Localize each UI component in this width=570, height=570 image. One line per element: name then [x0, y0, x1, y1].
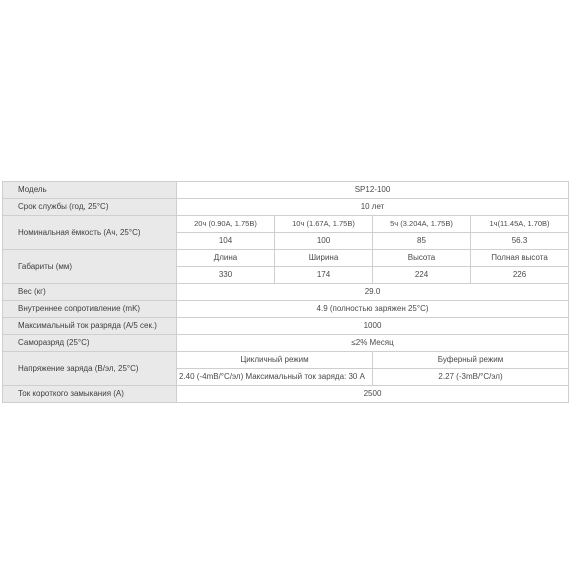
row-weight — [3, 284, 569, 301]
capacity-value-5h: 85 — [373, 233, 471, 250]
capacity-value-1h: 56.3 — [471, 233, 569, 250]
internal-resistance-label: Внутреннее сопротивление (mK) — [3, 301, 177, 318]
max-discharge-value: 1000 — [177, 318, 569, 335]
row-model — [3, 182, 569, 199]
weight-value: 29.0 — [177, 284, 569, 301]
internal-resistance-value: 4.9 (полностью заряжен 25°C) — [177, 301, 569, 318]
spec-table — [2, 181, 569, 403]
charge-voltage-header-cyclic: Цикличный режим — [177, 352, 373, 369]
max-discharge-label: Максимальный ток разряда (A/5 сек.) — [3, 318, 177, 335]
dimensions-value-length: 330 — [177, 267, 275, 284]
capacity-label: Номинальная ёмкость (Ач, 25°C) — [3, 216, 177, 250]
dimensions-value-total-height: 226 — [471, 267, 569, 284]
row-max-discharge — [3, 318, 569, 335]
dimensions-label: Габариты (мм) — [3, 250, 177, 284]
capacity-header-10h: 10ч (1.67A, 1.75В) — [275, 216, 373, 233]
row-internal-resistance — [3, 301, 569, 318]
row-dimensions-headers — [3, 250, 569, 267]
dimensions-header-length: Длина — [177, 250, 275, 267]
row-capacity-headers — [3, 216, 569, 233]
dimensions-header-width: Ширина — [275, 250, 373, 267]
row-charge-voltage-headers — [3, 352, 569, 369]
short-circuit-value: 2500 — [177, 386, 569, 403]
capacity-header-1h: 1ч(11.45A, 1.70В) — [471, 216, 569, 233]
dimensions-value-height: 224 — [373, 267, 471, 284]
capacity-value-10h: 100 — [275, 233, 373, 250]
charge-voltage-value-float: 2.27 (-3mB/°C/эл) — [373, 369, 569, 386]
dimensions-header-height: Высота — [373, 250, 471, 267]
row-service-life — [3, 199, 569, 216]
charge-voltage-header-float: Буферный режим — [373, 352, 569, 369]
row-short-circuit — [3, 386, 569, 403]
row-self-discharge — [3, 335, 569, 352]
self-discharge-label: Саморазряд (25°C) — [3, 335, 177, 352]
charge-voltage-value-cyclic: 2.40 (-4mB/°C/эл) Максимальный ток заряда: 30 А — [177, 369, 373, 386]
service-life-value: 10 лет — [177, 199, 569, 216]
capacity-value-20h: 104 — [177, 233, 275, 250]
capacity-header-5h: 5ч (3.204A, 1.75В) — [373, 216, 471, 233]
weight-label: Вес (кг) — [3, 284, 177, 301]
model-value: SP12-100 — [177, 182, 569, 199]
model-label: Модель — [3, 182, 177, 199]
charge-voltage-label: Напряжение заряда (В/эл, 25°C) — [3, 352, 177, 386]
short-circuit-label: Ток короткого замыкания (А) — [3, 386, 177, 403]
capacity-header-20h: 20ч (0.90A, 1.75В) — [177, 216, 275, 233]
service-life-label: Срок службы (год, 25°C) — [3, 199, 177, 216]
self-discharge-value: ≤2% Месяц — [177, 335, 569, 352]
dimensions-value-width: 174 — [275, 267, 373, 284]
dimensions-header-total-height: Полная высота — [471, 250, 569, 267]
